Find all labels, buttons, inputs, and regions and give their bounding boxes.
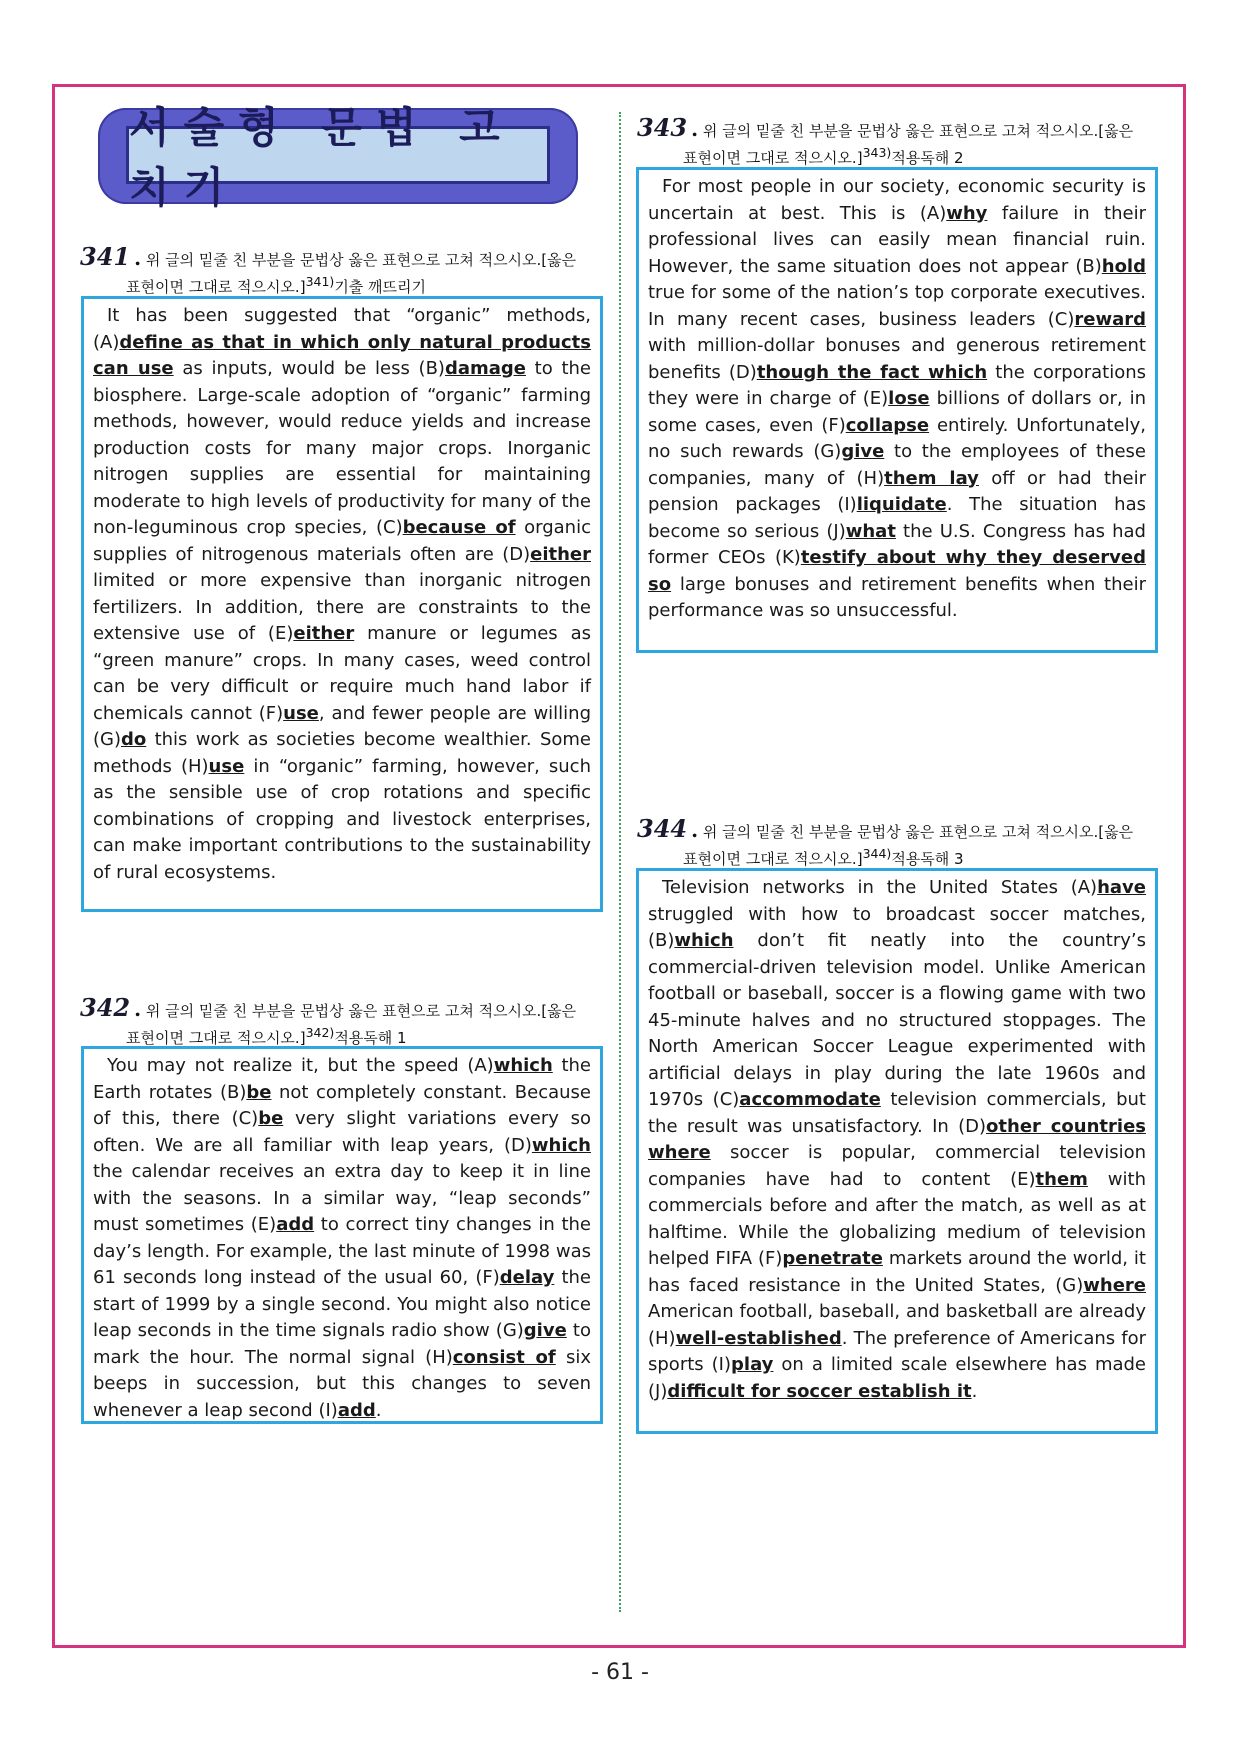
underlined-expression: penetrate	[782, 1248, 883, 1269]
passage-text: It has been suggested that “organic” methods, (A)	[93, 305, 591, 353]
passage-text: .	[375, 1399, 382, 1421]
passage-box-341	[81, 296, 603, 912]
underlined-expression: add	[337, 1399, 376, 1421]
passage-text: off or had their pension packages (I)	[648, 467, 1146, 515]
passage-text: struggled with how to broadcast soccer matches, (B)	[648, 903, 1146, 951]
passage-text: limited or more expensive than inorganic nitrogen fertilizers. In addition, there are constraints to the extensive use of (E)	[93, 570, 591, 644]
passage-text: the start of 1999 by a single second. You might also notice leap seconds in the time signals radio show (G)	[93, 1267, 591, 1341]
page-title: 서술형 문법 고치기	[129, 103, 514, 212]
instruction-line1: 위 글의 밑줄 친 부분을 문법상 옳은 표현으로 고쳐 적으시오.[옳은	[702, 823, 1134, 841]
question-header-344: 344 . 위 글의 밑줄 친 부분을 문법상 옳은 표현으로 고쳐 적으시오.[옳은 표현이면 그대로 적으시오.]$^{344)}$적용독해 3	[637, 814, 1134, 868]
passage-text: markets around the world, it has faced resistance in the United States, (G)	[648, 1248, 1146, 1296]
title-banner	[98, 103, 578, 212]
passage-text: on a limited scale elsewhere has made (J)	[648, 1354, 1147, 1402]
question-number: 343	[637, 113, 688, 142]
underlined-expression: because of	[402, 517, 516, 538]
underlined-expression: them lay	[884, 467, 979, 489]
passage-text: large bonuses and retirement benefits when their performance was so unsuccessful.	[648, 573, 1146, 621]
underlined-expression: though the fact which	[756, 361, 988, 383]
passage-text: to the biosphere. Large-scale adoption of “organic” farming methods, however, would reduce yields and increase production costs for many major crops. Inorganic nitrogen supplies are essential for maintaining moderate to high levels of productivity for many of the non-leguminous crop species, (C)	[93, 358, 591, 538]
underlined-expression: which	[493, 1055, 553, 1076]
passage-text: . The situation has become so serious (J)	[648, 494, 1146, 542]
underlined-expression: why	[946, 202, 988, 224]
underlined-expression: define as that in which only natural products can use	[93, 331, 591, 379]
passage-text: to the employees of these companies, many of (H)	[648, 441, 1146, 489]
question-number: 341	[80, 242, 131, 271]
question-source: 적용독해 1	[334, 1029, 407, 1047]
passage-text: television commercials, but the result was unsatisfactory. In (D)	[648, 1089, 1146, 1137]
underlined-expression: be	[258, 1108, 284, 1129]
underlined-expression: either	[530, 543, 591, 565]
footnote-ref: 343)	[862, 145, 892, 160]
underlined-expression: well-established	[675, 1327, 842, 1349]
underlined-expression: add	[276, 1214, 315, 1235]
question-source: 적용독해 2	[891, 149, 964, 167]
passage-text: organic supplies of nitrogenous materials often are (D)	[93, 517, 591, 565]
footnote-ref: 341)	[305, 274, 335, 289]
passage-text: failure in their professional lives can easily mean financial ruin. However, the same situation does not appear (B)	[648, 202, 1146, 277]
question-number: 342	[80, 993, 131, 1022]
question-header-341: 341 . 위 글의 밑줄 친 부분을 문법상 옳은 표현으로 고쳐 적으시오.[옳은 표현이면 그대로 적으시오.]$^{341)}$기출 깨뜨리기	[80, 242, 577, 296]
instruction-line1: 위 글의 밑줄 친 부분을 문법상 옳은 표현으로 고쳐 적으시오.[옳은	[145, 1002, 577, 1020]
passage-box-343	[636, 167, 1158, 653]
passage-text: this work as societies become wealthier. Some methods (H)	[93, 729, 591, 777]
passage-text: with commercials before and after the match, as well as at halftime. While the globalizing medium of television helped FIFA (F)	[648, 1168, 1146, 1269]
instruction-line2: 표현이면 그대로 적으시오.]	[683, 149, 863, 167]
underlined-expression: where	[1083, 1274, 1146, 1296]
passage-text: entirely. Unfortunately, no such rewards (G)	[648, 414, 1146, 462]
passage-text: don’t fit neatly into the country’s commercial-driven television model. Unlike American football or baseball, soccer is a flowing game with two 45-minute halves and no structured stoppages. The North American Soccer League experimented with artificial delays in play during the late 1960s and 1970s (C)	[648, 930, 1146, 1110]
passage-text: to mark the hour. The normal signal (H)	[93, 1320, 592, 1368]
passage-text: manure or legumes as “green manure” crops. In many cases, weed control can be very difficult or require much hand labor if chemicals cannot (F)	[93, 623, 591, 724]
underlined-expression: hold	[1101, 255, 1146, 277]
column-divider	[619, 112, 621, 1612]
passage-text: true for some of the nation’s top corporate executives. In many recent cases, business leaders (C)	[648, 282, 1146, 330]
passage-text: , and fewer people are willing (G)	[93, 702, 592, 750]
footnote-ref: 342)	[305, 1025, 335, 1040]
question-header-342: 342 . 위 글의 밑줄 친 부분을 문법상 옳은 표현으로 고쳐 적으시오.[옳은 표현이면 그대로 적으시오.]$^{342)}$적용독해 1	[80, 993, 577, 1047]
instruction-line2: 표현이면 그대로 적으시오.]	[126, 1029, 306, 1047]
instruction-line1: 위 글의 밑줄 친 부분을 문법상 옳은 표현으로 고쳐 적으시오.[옳은	[702, 122, 1134, 140]
underlined-expression: use	[208, 755, 245, 777]
footnote-ref: 344)	[862, 846, 892, 861]
passage-text: American football, baseball, and basketball are already (H)	[648, 1301, 1146, 1349]
instruction-line2: 표현이면 그대로 적으시오.]	[683, 850, 863, 868]
underlined-expression: delay	[499, 1267, 555, 1288]
underlined-expression: what	[845, 520, 896, 542]
underlined-expression: give	[523, 1320, 567, 1341]
passage-text: soccer is popular, commercial television companies have had to content (E)	[648, 1142, 1146, 1190]
underlined-expression: which	[674, 930, 734, 951]
passage-text: the calendar receives an extra day to keep it in line with the seasons. In a similar way, “leap seconds” must sometimes (E)	[93, 1161, 591, 1235]
passage-text: as inputs, would be less (B)	[173, 358, 445, 379]
passage-text: For most people in our society, economic security is uncertain at best. This is (A)	[648, 176, 1146, 224]
passage-text: . The preference of Americans for sports (I)	[648, 1327, 1146, 1375]
passage-text: You may not realize it, but the speed (A)	[107, 1055, 494, 1076]
underlined-expression: be	[246, 1081, 272, 1103]
underlined-expression: them	[1035, 1168, 1088, 1190]
underlined-expression: which	[531, 1134, 591, 1156]
passage-text: to correct tiny changes in the day’s length. For example, the last minute of 1998 was 61 seconds long instead of the usual 60, (F)	[93, 1214, 591, 1288]
underlined-expression: either	[293, 623, 355, 644]
underlined-expression: damage	[444, 358, 526, 379]
underlined-expression: play	[731, 1354, 774, 1375]
underlined-expression: give	[841, 441, 885, 462]
passage-box-344	[636, 868, 1158, 1434]
underlined-expression: collapse	[845, 414, 930, 436]
underlined-expression: reward	[1074, 308, 1146, 330]
passage-box-342	[81, 1046, 603, 1424]
passage-text: the U.S. Congress has had former CEOs (K)	[648, 520, 1146, 568]
instruction-line2: 표현이면 그대로 적으시오.]	[126, 278, 306, 296]
title-plate	[126, 103, 550, 212]
passage-text: with million-dollar bonuses and generous retirement benefits (D)	[648, 335, 1146, 383]
underlined-expression: consist of	[452, 1346, 556, 1368]
question-number: 344	[637, 814, 688, 843]
passage-text: not completely constant. Because of this, there (C)	[93, 1081, 591, 1129]
question-source: 적용독해 3	[891, 850, 964, 868]
underlined-expression: use	[283, 702, 319, 724]
passage-text: .	[971, 1380, 978, 1402]
instruction-line1: 위 글의 밑줄 친 부분을 문법상 옳은 표현으로 고쳐 적으시오.[옳은	[145, 251, 577, 269]
passage-text: very slight variations every so often. We are all familiar with leap years, (D)	[93, 1108, 591, 1156]
page-number: - 61 -	[591, 1660, 649, 1685]
passage-text: the Earth rotates (B)	[93, 1055, 592, 1103]
question-source: 기출 깨뜨리기	[334, 278, 427, 296]
underlined-expression: other countries where	[648, 1115, 1147, 1163]
underlined-expression: testify about why they deserved so	[648, 547, 1146, 595]
passage-text: billions of dollars or, in some cases, even (F)	[648, 388, 1146, 436]
underlined-expression: difficult for soccer establish it	[667, 1380, 972, 1402]
passage-text: in “organic” farming, however, such as the sensible use of crop rotations and specific combinations of cropping and livestock enterprises, can make important contributions to the sustainability of rural ecosystems.	[93, 755, 591, 883]
question-header-343: 343 . 위 글의 밑줄 친 부분을 문법상 옳은 표현으로 고쳐 적으시오.[옳은 표현이면 그대로 적으시오.]$^{343)}$적용독해 2	[637, 113, 1134, 167]
underlined-expression: liquidate	[856, 494, 947, 515]
underlined-expression: lose	[888, 388, 930, 409]
underlined-expression: do	[121, 729, 147, 750]
passage-text: six beeps in succession, but this changes to seven whenever a leap second (I)	[93, 1346, 591, 1421]
passage-text: Television networks in the United States (A)	[662, 877, 1098, 898]
underlined-expression: accommodate	[739, 1089, 881, 1110]
passage-text: the corporations they were in charge of (E)	[648, 361, 1146, 409]
underlined-expression: have	[1097, 877, 1146, 898]
